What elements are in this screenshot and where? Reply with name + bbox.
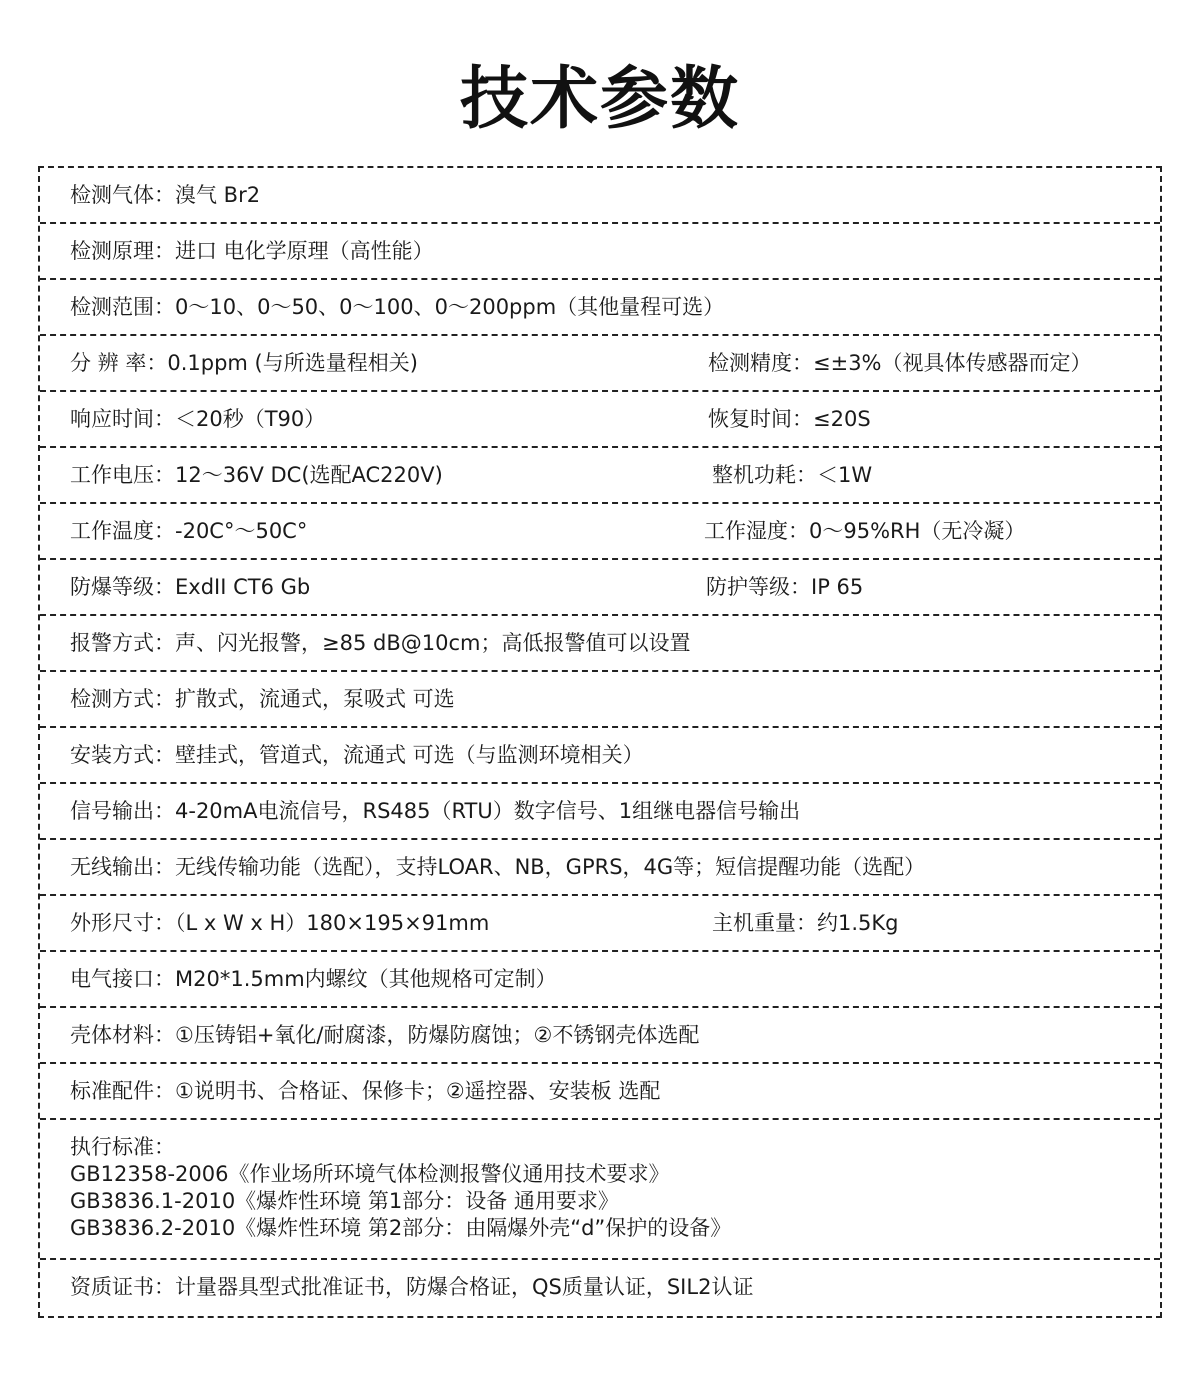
row-certificates	[40, 1260, 1160, 1316]
spec-electrical-interface: 电气接口：M20*1.5mm内螺纹（其他规格可定制）	[70, 967, 557, 991]
spec-detection-method: 检测方式：扩散式，流通式，泵吸式 可选	[70, 687, 455, 711]
page-title: 技术参数	[459, 60, 740, 139]
spec-range: 检测范围：0～10、0～50、0～100、0～200ppm（其他量程可选）	[70, 295, 725, 319]
standard-gb12358: GB12358-2006《作业场所环境气体检测报警仪通用技术要求》	[70, 1162, 670, 1186]
spec-table	[38, 166, 1162, 1318]
spec-temperature: 工作温度：-20C°～50C°	[70, 519, 308, 543]
row-gas	[40, 168, 1160, 224]
row-installation	[40, 728, 1160, 784]
spec-accuracy: 检测精度：≤±3%（视具体传感器而定）	[708, 351, 1092, 375]
spec-alarm: 报警方式：声、闪光报警，≥85 dB@10cm；高低报警值可以设置	[70, 631, 691, 655]
row-electrical-interface	[40, 952, 1160, 1008]
row-explosion-protection	[40, 560, 1160, 616]
spec-response-time: 响应时间：＜20秒（T90）	[70, 407, 326, 431]
spec-recovery-time: 恢复时间：≤20S	[708, 407, 871, 431]
row-range	[40, 280, 1160, 336]
spec-housing-material: 壳体材料：①压铸铝+氧化/耐腐漆，防爆防腐蚀；②不锈钢壳体选配	[70, 1023, 700, 1047]
row-temperature-humidity	[40, 504, 1160, 560]
spec-installation: 安装方式：壁挂式，管道式，流通式 可选（与监测环境相关）	[70, 743, 644, 767]
spec-dimensions: 外形尺寸：（L x W x H）180×195×91mm	[70, 911, 490, 935]
row-wireless-output	[40, 840, 1160, 896]
row-voltage-power	[40, 448, 1160, 504]
spec-humidity: 工作湿度：0～95%RH（无冷凝）	[704, 519, 1026, 543]
spec-signal-output: 信号输出：4-20mA电流信号，RS485（RTU）数字信号、1组继电器信号输出	[70, 799, 801, 823]
standards-heading: 执行标准：	[70, 1135, 175, 1159]
spec-resolution: 分 辨 率：0.1ppm (与所选量程相关)	[70, 351, 418, 375]
row-size-weight	[40, 896, 1160, 952]
spec-voltage: 工作电压：12～36V DC(选配AC220V)	[70, 463, 443, 487]
standards-block	[70, 1134, 731, 1242]
row-alarm	[40, 616, 1160, 672]
spec-accessories: 标准配件：①说明书、合格证、保修卡；②遥控器、安装板 选配	[70, 1079, 661, 1103]
row-principle	[40, 224, 1160, 280]
spec-wireless-output: 无线输出：无线传输功能（选配），支持LOAR、NB，GPRS，4G等；短信提醒功能（选配）	[70, 855, 926, 879]
spec-certificates: 资质证书：计量器具型式批准证书，防爆合格证，QS质量认证，SIL2认证	[70, 1275, 754, 1299]
spec-principle: 检测原理：进口 电化学原理（高性能）	[70, 239, 434, 263]
row-signal-output	[40, 784, 1160, 840]
spec-power: 整机功耗：＜1W	[712, 463, 873, 487]
spec-protection-grade: 防护等级：IP 65	[706, 575, 864, 599]
row-resolution-accuracy	[40, 336, 1160, 392]
standard-gb3836-1: GB3836.1-2010《爆炸性环境 第1部分：设备 通用要求》	[70, 1189, 619, 1213]
row-response-recovery	[40, 392, 1160, 448]
spec-weight: 主机重量：约1.5Kg	[712, 911, 899, 935]
standard-gb3836-2: GB3836.2-2010《爆炸性环境 第2部分：由隔爆外壳“d”保护的设备》	[70, 1216, 732, 1240]
row-accessories	[40, 1064, 1160, 1120]
spec-gas: 检测气体：溴气 Br2	[70, 183, 261, 207]
row-detection-method	[40, 672, 1160, 728]
row-housing-material	[40, 1008, 1160, 1064]
row-standards	[40, 1120, 1160, 1260]
spec-explosion-grade: 防爆等级：ExdII CT6 Gb	[70, 575, 311, 599]
